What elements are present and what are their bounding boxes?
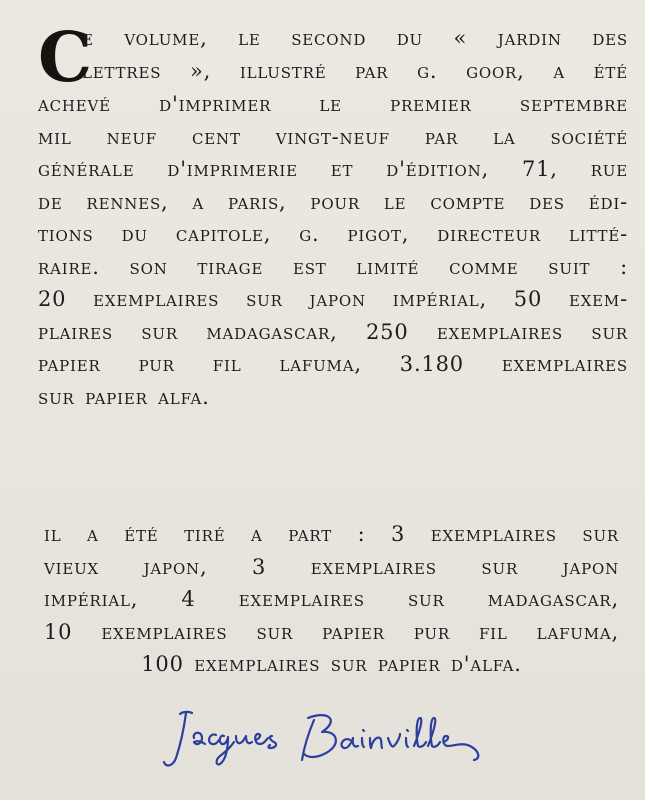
dropcap-row (38, 18, 628, 98)
special-edition-paragraph (44, 518, 619, 681)
handwritten-signature (158, 702, 498, 782)
colophon-line: plaires sur madagascar, 250 exemplaires sur (38, 319, 628, 344)
special-edition-line: il a été tiré a part : 3 exemplaires sur (44, 522, 619, 546)
colophon-line: tions du capitole, g. pigot, directeur litté- (38, 222, 628, 246)
colophon-line: sur papier alfa. (38, 384, 210, 409)
special-edition-line: impérial, 4 exemplaires sur madagascar, (44, 587, 619, 611)
special-edition-line: 10 exemplaires sur papier pur fil lafuma, (44, 619, 619, 644)
special-edition-line: 100 exemplaires sur papier d'alfa. (141, 652, 522, 676)
colophon-line: générale d'imprimerie et d'édition, 71, rue (38, 157, 628, 181)
colophon-line: de rennes, a paris, pour le compte des édi- (38, 189, 628, 214)
signature-drawing (158, 702, 498, 782)
colophon-line: mil neuf cent vingt-neuf par la société (38, 124, 628, 149)
colophon-line: achevé d'imprimer le premier septembre (38, 92, 628, 116)
colophon-paragraph (38, 18, 628, 413)
colophon-line: raire. son tirage est limité comme suit : (38, 254, 628, 279)
colophon-line: e volume, le second du « jardin des (82, 26, 628, 50)
dropcap-lines (82, 22, 628, 87)
colophon-line: papier pur fil lafuma, 3.180 exemplaires (38, 352, 628, 376)
special-edition-line: vieux japon, 3 exemplaires sur japon (44, 554, 619, 579)
colophon-line: lettres », illustré par g. goor, a été (82, 58, 628, 83)
drop-cap-letter: C (38, 18, 93, 98)
colophon-line: 20 exemplaires sur japon impérial, 50 exem- (38, 287, 628, 311)
